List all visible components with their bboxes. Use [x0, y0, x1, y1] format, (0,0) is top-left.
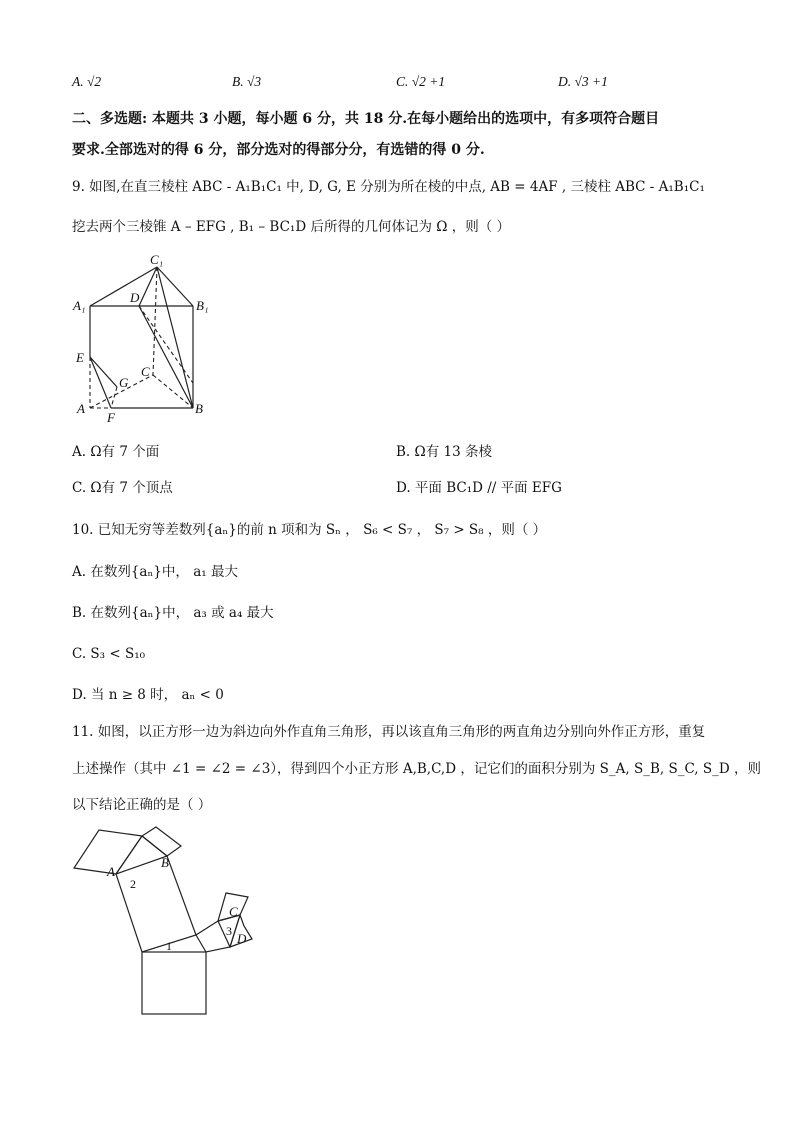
- q11-squares-figure: [60, 822, 270, 1022]
- label-square-d: D: [237, 931, 247, 946]
- label-square-a: A: [107, 864, 115, 879]
- q11-stem-line-2: 上述操作（其中 ∠1 = ∠2 = ∠3），得到四个小正方形 A,B,C,D ，记它们的面积分别为 S_A, S_B, S_C, S_D ，则: [72, 761, 761, 777]
- label-square-b: B: [161, 855, 169, 870]
- q10-option-a: A. 在数列{aₙ}中， a₁ 最大: [72, 564, 238, 580]
- q8-option-d: D. √3 +1: [558, 74, 608, 89]
- q9-prism-figure: [60, 250, 240, 430]
- q9-option-a: A. Ω有 7 个面: [72, 444, 160, 460]
- label-a1: A₁: [73, 298, 86, 313]
- q11-stem-line-1: 11. 如图，以正方形一边为斜边向外作直角三角形，再以该直角三角形的两直角边分别向外作正方形，重复: [72, 724, 706, 740]
- label-d: D: [130, 290, 140, 305]
- label-c: C: [141, 364, 150, 379]
- q10-option-d: D. 当 n ≥ 8 时， aₙ < 0: [72, 687, 224, 703]
- q10-stem: 10. 已知无穷等差数列{aₙ}的前 n 项和为 Sₙ ， S₆ < S₇ ， S₇ > S₈ ，则（ ）: [72, 522, 547, 538]
- label-b1: B₁: [196, 298, 209, 313]
- q8-option-c: C. √2 +1: [396, 74, 446, 89]
- label-e: E: [76, 350, 84, 365]
- label-b: B: [195, 401, 203, 416]
- section-heading-line-2: 要求.全部选对的得 6 分，部分选对的得部分分，有选错的得 0 分.: [72, 142, 485, 158]
- q10-option-c: C. S₃ < S₁₀: [72, 646, 146, 662]
- q9-option-d: D. 平面 BC₁D // 平面 EFG: [396, 480, 562, 496]
- label-c1: C₁: [150, 252, 164, 267]
- section-heading-line-1: 二、多选题: 本题共 3 小题，每小题 6 分，共 18 分.在每小题给出的选项中，有多项符合题目: [72, 111, 660, 127]
- q11-stem-line-3: 以下结论正确的是（ ）: [72, 797, 212, 813]
- label-g: G: [119, 375, 129, 390]
- label-angle-3: 3: [226, 924, 232, 938]
- q9-option-c: C. Ω有 7 个顶点: [72, 480, 173, 496]
- q8-option-a: A. √2: [72, 74, 102, 89]
- q10-option-b: B. 在数列{aₙ}中， a₃ 或 a₄ 最大: [72, 605, 274, 621]
- q9-stem-line-1: 9. 如图,在直三棱柱 ABC - A₁B₁C₁ 中, D, G, E 分别为所在棱的中点, AB = 4AF , 三棱柱 ABC - A₁B₁C₁: [72, 179, 705, 195]
- q9-option-b: B. Ω有 13 条棱: [396, 444, 492, 460]
- q9-stem-line-2: 挖去两个三棱锥 A – EFG , B₁ – BC₁D 后所得的几何体记为 Ω ，则（ ）: [72, 219, 511, 235]
- q8-option-b: B. √3: [232, 74, 262, 89]
- label-angle-2: 2: [130, 877, 136, 891]
- label-square-c: C: [229, 904, 238, 919]
- label-f: F: [107, 410, 115, 425]
- label-angle-1: 1: [166, 939, 172, 953]
- label-a: A: [77, 401, 85, 416]
